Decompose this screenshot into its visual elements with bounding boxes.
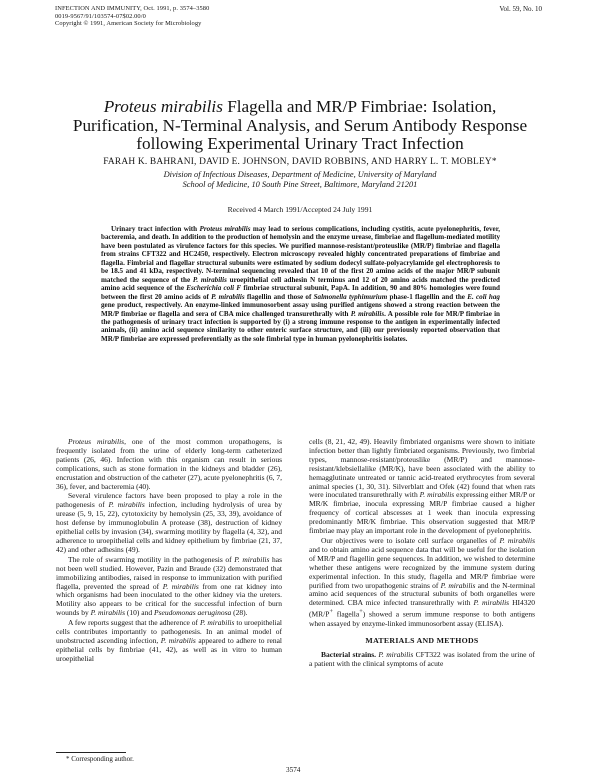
subsection-lead: Bacterial strains. bbox=[321, 650, 377, 660]
affiliation-line-2: School of Medicine, 10 South Pine Street, Baltimore, Maryland 21201 bbox=[182, 180, 418, 189]
abstract-text-8: . A possible role for MR/P fimbriae in the pathogenesis of urinary tract infection is supported by (i) a strong immune response to the antigen in experimentally infected animals, (ii) amino acid sequence similarity to other enteric surface structure, and (iii) our previously reported observation that MR/P fimbriae are expressed preferentially as the sole fimbrial type in human pyelonephritis isolates. bbox=[101, 309, 500, 343]
received-date: Received 4 March 1991/Accepted 24 July 1991 bbox=[227, 205, 373, 214]
species-name: P. mirabilis bbox=[234, 554, 270, 564]
paragraph-text: expressing either MR/P or MR/K fimbriae, inocula expressing MR/P fimbriae caused a higher frequency of cortical abscesses at 1 week than inocula expressing predominantly MR/K fimbriae. This observation suggested that MR/P fimbriae may play an important role in the development of pyelonephritis. bbox=[309, 490, 536, 536]
abstract-text-7: gene product, respectively. An enzyme-linked immunosorbent assay using purified antigens showed a strong reaction between the MR/P fimbriae or flagella and sera of CBA mice challenged transurethrally with bbox=[101, 301, 500, 318]
paragraph-text: HI4320 (MR/P bbox=[309, 598, 536, 619]
paragraph-text: CFT322 was isolated from the urine of a patient with the clinical symptoms of acute bbox=[309, 650, 536, 669]
paper-title bbox=[60, 98, 540, 154]
paragraph-text: A few reports suggest that the adherence of bbox=[68, 618, 199, 628]
body-column-right bbox=[309, 438, 535, 669]
footnote-divider bbox=[56, 752, 126, 753]
intro-paragraph-2 bbox=[56, 492, 282, 554]
body-column-left bbox=[56, 438, 282, 664]
species-name: P. mirabilis bbox=[473, 598, 510, 608]
species-name: P. mirabilis bbox=[160, 635, 196, 645]
paragraph-text: (28). bbox=[233, 608, 248, 618]
volume-number: Vol. 59, No. 10 bbox=[499, 5, 542, 13]
species-name: Proteus mirabilis bbox=[68, 437, 125, 446]
paragraph-text: to uroepithelial cells contributes importantly to pathogenesis. In an animal model of unobstructed ascending infection, bbox=[56, 618, 283, 645]
superscript-plus: + bbox=[359, 608, 363, 616]
paragraph-text: and to obtain amino acid sequence data that will be useful for the isolation of MR/P and flagellin gene sequences. In addition, we wished to determine whether these antigens were recognized by the immune system during experimental infection. In this study, flagella and MR/P fimbriae were purified from two uropathogenic strains of bbox=[309, 544, 535, 590]
abstract-text-2: may lead to serious complications, including cystitis, acute pyelonephritis, fever, bacteremia, and death. In addition to the production of hemolysin and the enzyme urease, fimbriae and flagellum-mediated motility have been postulated as virulence factors for this species. We purified mannose-resistant/proteuslike (MR/P) fimbriae and flagella from strains CFT322 and HC2450, respectively. Electron microscopy revealed highly concentrated preparations of fimbriae and flagella. Fimbrial and flagellar structural subunits were estimated by sodium dodecyl sulfate-polyacrylamide gel electrophoresis to be 18.5 and 41 kDa, respectively. N-terminal sequencing revealed that 10 of the first 20 amino acids of the major MR/P subunit matched the sequence of the bbox=[101, 225, 500, 284]
paragraph-text: has not been well studied. However, Pazin and Braude (32) demonstrated that immobilizing antibodies, raised in response to immunization with purified flagella, prevented the spread of bbox=[56, 554, 282, 591]
title-species: Proteus mirabilis bbox=[103, 97, 223, 116]
abstract-text-4: fimbriae structural subunit, PapA. In addition, 90 and 80% homologies were found between the first 20 amino acids of bbox=[101, 284, 501, 301]
title-rest: Flagella and MR/P Fimbriae: Isolation, Purification, N-Terminal Analysis, and Serum Antibody Response following Experimental Urinary Tract Infection bbox=[72, 97, 528, 154]
journal-citation: INFECTION AND IMMUNITY, Oct. 1991, p. 3574–3580 bbox=[55, 5, 210, 12]
page-number: 3574 bbox=[286, 766, 301, 774]
affiliation bbox=[100, 170, 500, 190]
abstract-species-6: E. coli hag bbox=[467, 292, 500, 301]
species-name: P. mirabilis bbox=[499, 535, 536, 545]
paragraph-text: , one of the most common uropathogens, is frequently isolated from the urine of elderly long-term catheterized patients (26, 46). Infection with this organism can result in serious complications, such as stone formation in the kidneys and bladder (26), encrustation and obstruction of the catheter (27), acute pyelonephritis (6, 7, 36), fever, and bacteremia (40). bbox=[56, 437, 282, 491]
abstract-text-3: uroepithelial cell adhesin N terminus and 12 of 20 amino acids matched the predicted amino acid sequence of the bbox=[101, 275, 500, 293]
species-name: P. mirabilis bbox=[162, 581, 199, 591]
abstract-text-5: flagellin and those of bbox=[246, 292, 312, 301]
species-name: P. mirabilis bbox=[440, 580, 476, 590]
affiliation-line-1: Division of Infectious Diseases, Department of Medicine, University of Maryland bbox=[163, 170, 437, 179]
species-name: P. mirabilis bbox=[199, 618, 235, 628]
abstract-text-1: Urinary tract infection with bbox=[111, 225, 198, 233]
journal-copyright: Copyright © 1991, American Society for Microbiology bbox=[55, 20, 202, 28]
section-heading: MATERIALS AND METHODS bbox=[365, 635, 479, 645]
superscript-plus: + bbox=[329, 608, 333, 616]
species-name: Pseudomonas aeruginosa bbox=[154, 608, 232, 618]
intro-paragraph-4-continued bbox=[309, 438, 535, 536]
methods-paragraph-1 bbox=[309, 651, 535, 669]
species-name: P. mirabilis bbox=[378, 650, 414, 660]
intro-paragraph-1 bbox=[56, 438, 282, 491]
paragraph-text: Our objectives were to isolate cell surface organelles of bbox=[321, 535, 497, 545]
abstract-species-1: Proteus mirabilis bbox=[199, 225, 251, 233]
species-name: P. mirabilis bbox=[108, 500, 145, 510]
paragraph-text: flagella bbox=[332, 609, 360, 619]
paragraph-text: and the N-terminal amino acid sequences of the structural subunits of both organelles were determined. CBA mice infected transurethrally with bbox=[309, 580, 536, 608]
paragraph-text: The role of swarming motility in the pathogenesis of bbox=[68, 554, 232, 564]
species-name: P. mirabilis bbox=[90, 608, 126, 618]
abstract bbox=[101, 225, 500, 343]
intro-paragraph-5 bbox=[309, 537, 535, 629]
footnote: * Corresponding author. bbox=[66, 755, 134, 763]
journal-issn: 0019-9567/91/103574-07$02.00/0 bbox=[55, 12, 146, 20]
abstract-species-3: Escherichia coli F bbox=[186, 284, 242, 293]
species-name: P. mirabilis bbox=[419, 490, 455, 500]
abstract-text-6: phase-1 flagellin and the bbox=[389, 292, 465, 301]
paragraph-text: from one rat kidney into which organisms had been inoculated to the other kidney via the ureters. Motility also appears to be critical for the successful infection of burn wounds by bbox=[56, 581, 283, 618]
author-list: FARAH K. BAHRANI, DAVID E. JOHNSON, DAVID ROBBINS, AND HARRY L. T. MOBLEY* bbox=[103, 157, 497, 167]
paragraph-text: cells (8, 21, 42, 49). Heavily fimbriated organisms were shown to initiate infection better than lightly fimbriated organisms. Previously, two fimbrial types, mannose-resistant/proteuslike (MR/P) and mannose-resistant/klebsiellalike (MR/K), have been associated with the ability to hemagglutinate untreated or tannic acid-treated erythrocytes from several animal species (1, 30, 31). Silverblatt and Ofek (42) found that when rats were inoculated transurethrally with bbox=[309, 437, 535, 500]
paragraph-text: ) showed a serum immune response to both antigens when assayed by enzyme-linked immunosorbent assay (ELISA). bbox=[309, 609, 535, 628]
paragraph-text: infection, including hydrolysis of urea by urease (5, 9, 15, 22), cytotoxicity by hemolysin (25, 33, 39), avoidance of host defense by immunoglobulin A protease (38), destruction of kidney epithelial cells by invasion (34), swarming motility by flagella (4, 32), and adherence to uroepithelial cells and kidney epithelium by fimbriae (21, 37, 42) and other adhesins (49). bbox=[56, 500, 283, 554]
paragraph-text: appeared to adhere to renal epithelial cells by fimbriae (41, 42), as well as in vitro to human uroepithelial bbox=[56, 635, 283, 663]
journal-header bbox=[55, 5, 209, 28]
paragraph-text: Several virulence factors have been proposed to play a role in the pathogenesis of bbox=[56, 491, 282, 510]
paragraph-text: (10) and bbox=[126, 608, 153, 618]
abstract-species-5: Salmonella typhimurium bbox=[313, 292, 388, 301]
abstract-species-4: P. mirabilis bbox=[211, 292, 245, 301]
abstract-species-7: P. mirabilis bbox=[350, 309, 385, 318]
abstract-species-2: P. mirabilis bbox=[192, 275, 227, 284]
intro-paragraph-3 bbox=[56, 556, 282, 618]
intro-paragraph-4 bbox=[56, 619, 282, 664]
